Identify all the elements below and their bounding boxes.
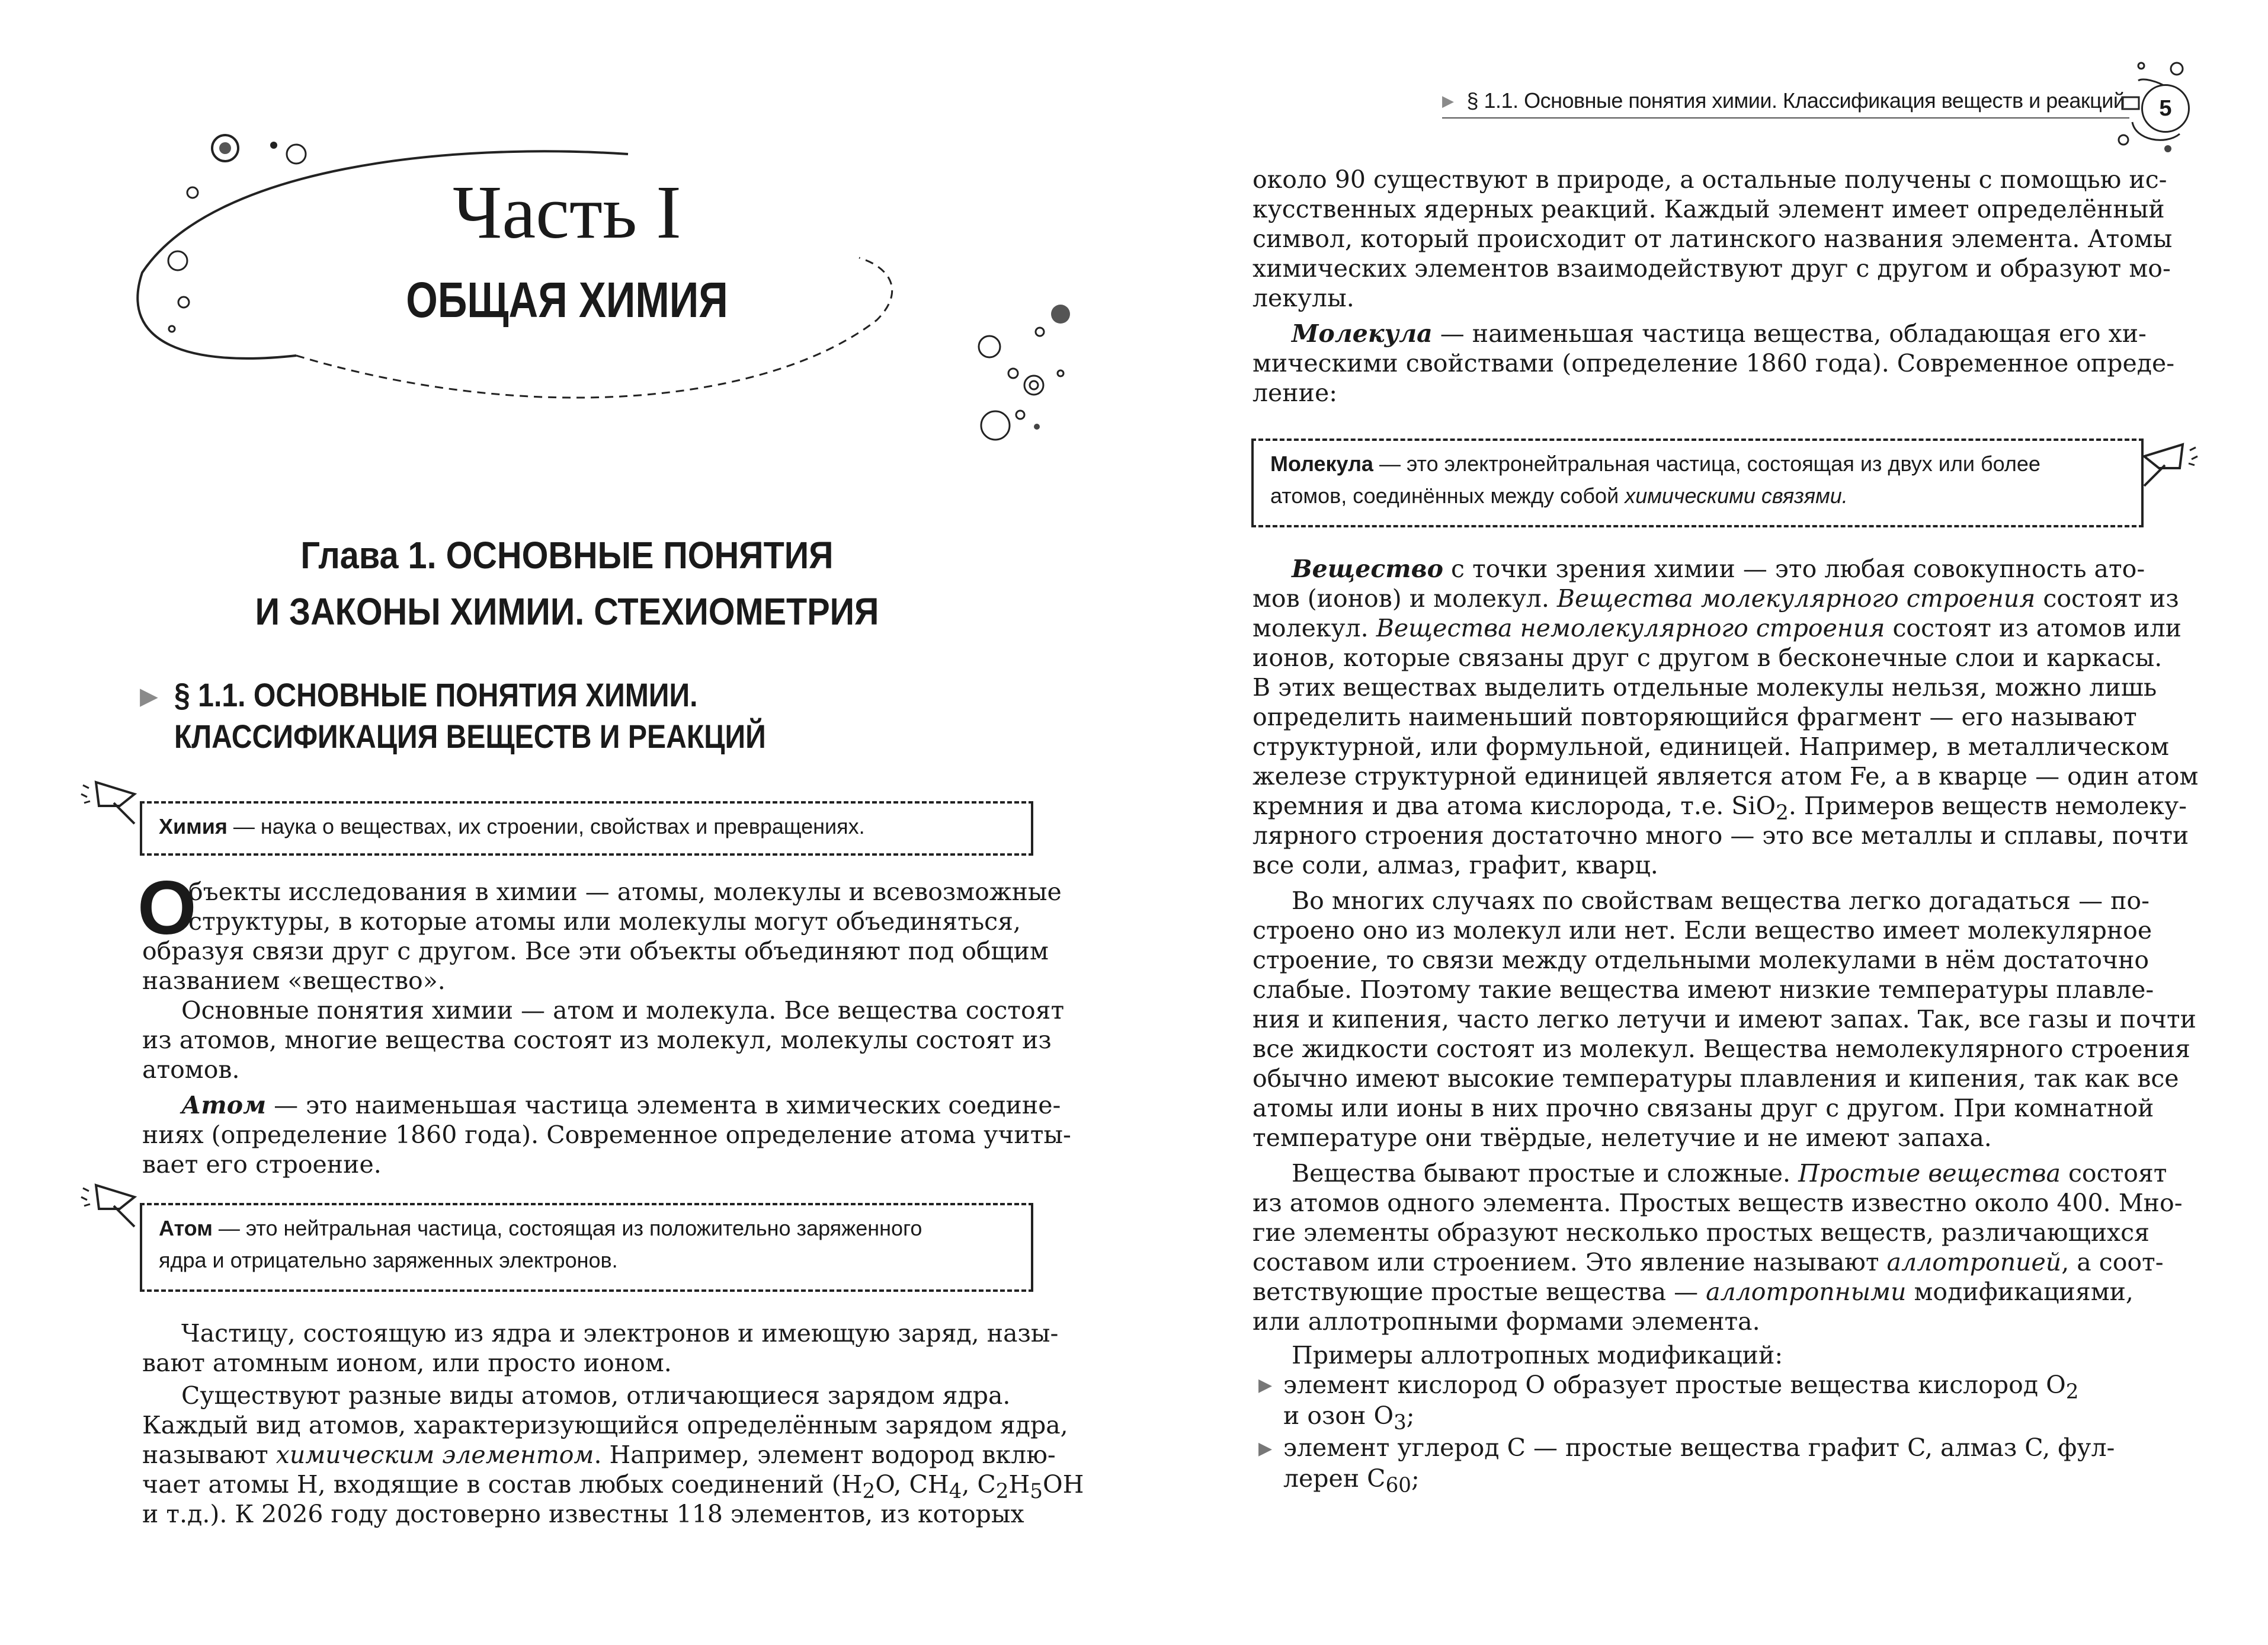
page-number: 5	[2141, 84, 2190, 133]
text-line: Вещества бывают простые и сложные. Простые вещества состоят	[1292, 1159, 2167, 1188]
definition-line: Молекула — это электронейтральная частица, состоящая из двух или более	[1270, 452, 2040, 476]
running-header	[1442, 83, 2129, 119]
text-line: названием «вещество».	[142, 966, 446, 995]
text-line: Молекула — наименьшая частица вещества, обладающая его хи-	[1292, 319, 2147, 348]
definition-text: — наука о веществах, их строении, свойствах и превращениях.	[227, 814, 865, 838]
text-line: строено оно из молекул или нет. Если вещество имеет молекулярное	[1252, 916, 2152, 945]
list-item: элемент углерод C — простые вещества графит C, алмаз C, фул-	[1283, 1433, 2115, 1462]
term-molecule: Молекула	[1292, 319, 1433, 348]
definition-line: ядра и отрицательно заряженных электронов.	[159, 1248, 618, 1272]
text-line: железе структурной единицей является атом Fe, а в кварце — один атом	[1252, 762, 2199, 791]
text-line: или аллотропными формами элемента.	[1252, 1307, 1760, 1336]
text-line: температуре они твёрдые, нелетучие и не имеют запаха.	[1252, 1124, 1992, 1152]
pencil-icon	[78, 1173, 143, 1233]
text-line: вает его строение.	[142, 1150, 382, 1179]
text-line: Существуют разные виды атомов, отличающиеся зарядом ядра.	[181, 1381, 1011, 1410]
term-substance: Вещество	[1292, 555, 1443, 583]
text-line: лекулы.	[1252, 284, 1354, 312]
pencil-icon	[78, 770, 143, 830]
text-line: и т.д.). К 2026 году достоверно известны 118 элементов, из которых	[142, 1500, 1024, 1528]
text-line: молекул. Вещества немолекулярного строения состоят из атомов или	[1252, 614, 2181, 642]
text-line: из атомов, многие вещества состоят из молекул, молекулы состоят из	[142, 1026, 1052, 1054]
bubble-icon	[287, 145, 306, 164]
text-line: Во многих случаях по свойствам вещества легко догадаться — по-	[1292, 886, 2150, 915]
header-rule	[1442, 117, 2129, 119]
text-line: обычно имеют высокие температуры плавления и кипения, так как все	[1252, 1064, 2179, 1093]
paragraph-marker-icon: ▶	[140, 683, 158, 710]
text-line: кусственных ядерных реакций. Каждый элемент имеет определённый	[1252, 195, 2165, 223]
bubble-icon	[1008, 369, 1018, 378]
text-line: ниях (определение 1860 года). Современное определение атома учиты-	[142, 1121, 1071, 1149]
text-line: чает атомы H, входящие в состав любых соединений ($H_2O$, $CH_4$, $C_2H_5OH$	[142, 1470, 1084, 1504]
drop-cap: О	[137, 866, 197, 950]
text-line: мов (ионов) и молекул. Вещества молекулярного строения состоят из	[1252, 584, 2179, 613]
text-line: лярного строения достаточно много — это все металлы и сплавы, почти	[1252, 821, 2189, 850]
text-line: ния и кипения, часто легко летучи и имеют запах. Так, все газы и почти	[1252, 1005, 2196, 1033]
definition-line: Атом — это нейтральная частица, состоящая из положительно заряженного	[159, 1216, 922, 1240]
bubble-icon	[1058, 370, 1063, 376]
text-line: гие элементы образуют несколько простых веществ, различающихся	[1252, 1218, 2150, 1247]
bubble-icon	[270, 142, 277, 149]
list-item: элемент кислород O образует простые вещества кислород $O_2$	[1283, 1371, 2079, 1404]
text-line: определить наименьший повторяющийся фрагмент — его называют	[1252, 703, 2137, 731]
text-line: образуя связи друг с другом. Все эти объекты объединяют под общим	[142, 937, 1049, 965]
text-line: называют химическим элементом. Например, элемент водород вклю-	[142, 1441, 1056, 1469]
bubble-icon	[1034, 424, 1040, 430]
text-line: символ, который происходит от латинского названия элемента. Атомы	[1252, 225, 2173, 253]
pencil-icon	[2135, 433, 2200, 492]
chapter-title-line-2: И ЗАКОНЫ ХИМИИ. СТЕХИОМЕТРИЯ	[255, 590, 879, 633]
definition-term: Химия	[159, 814, 228, 838]
definition-box-atom	[140, 1203, 1033, 1292]
text-line: мическими свойствами (определение 1860 года). Современное опреде-	[1252, 349, 2175, 377]
bullet-marker-icon: ▶	[1258, 1375, 1273, 1396]
bubble-icon	[979, 336, 1000, 357]
text-line: структуры, в которые атомы или молекулы могут объединяться,	[188, 907, 1021, 936]
text-line: кремния и два атома кислорода, т.е. SiO$_2$. Примеров веществ немолеку-	[1252, 792, 2187, 825]
chapter-title-line-1: Глава 1. ОСНОВНЫЕ ПОНЯТИЯ	[300, 534, 834, 577]
text-line: Частицу, состоящую из ядра и электронов и имеющую заряд, назы-	[181, 1319, 1059, 1348]
bullet-marker-icon: ▶	[1258, 1438, 1273, 1459]
bubble-icon	[981, 411, 1010, 440]
paragraph-title-line-1: § 1.1. ОСНОВНЫЕ ПОНЯТИЯ ХИМИИ.	[174, 676, 698, 713]
text-line: бъекты исследования в химии — атомы, молекулы и всевозможные	[188, 878, 1062, 906]
text-line: ветствующие простые вещества — аллотропными модификациями,	[1252, 1278, 2134, 1306]
definition-box-chemistry	[140, 801, 1033, 856]
text-line: структурной, или формульной, единицей. Например, в металлическом	[1252, 732, 2170, 761]
bubble-icon	[1051, 305, 1070, 324]
list-item-continuation: и озон $O_3$;	[1283, 1401, 1415, 1435]
text-line: из атомов одного элемента. Простых веществ известно около 400. Мно-	[1252, 1189, 2183, 1217]
definition-box-molecule	[1251, 439, 2144, 527]
text-line: вают атомным ионом, или просто ионом.	[142, 1349, 672, 1377]
bubble-icon	[1024, 376, 1043, 395]
definition-line: атомов, соединённых между собой химическими связями.	[1270, 484, 1848, 508]
text-line: атомы или ионы в них прочно связаны друг с другом. При комнатной	[1252, 1094, 2154, 1122]
term-atom: Атом	[181, 1091, 267, 1119]
text-line: ионов, которые связаны друг с другом в бесконечные слои и каркасы.	[1252, 644, 2163, 672]
header-marker-icon: ▶	[1442, 91, 1454, 110]
section-title: ОБЩАЯ ХИМИЯ	[406, 272, 728, 328]
bubble-icon	[1016, 411, 1024, 419]
text-line: атомов.	[142, 1055, 240, 1084]
text-line: ление:	[1252, 379, 1338, 407]
list-item-continuation: лерен $C_{60}$;	[1283, 1464, 1420, 1498]
text-line: Вещество с точки зрения химии — это любая совокупность ато-	[1292, 555, 2145, 583]
running-header-title: § 1.1. Основные понятия химии. Классификация веществ и реакций	[1466, 88, 2125, 113]
bubble-icon	[1030, 381, 1038, 389]
text-line: Каждый вид атомов, характеризующийся определённым зарядом ядра,	[142, 1411, 1068, 1439]
right-page	[1134, 0, 2268, 1645]
text-line: около 90 существуют в природе, а остальные получены с помощью ис-	[1252, 165, 2167, 194]
text-line: Основные понятия химии — атом и молекула. Все вещества состоят	[181, 996, 1065, 1025]
text-line: слабые. Поэтому такие вещества имеют низкие температуры плавле-	[1252, 975, 2154, 1004]
part-title: Часть I	[453, 170, 681, 254]
bubble-icon	[219, 142, 231, 154]
text-line: строение, то связи между отдельными молекулами в нём достаточно	[1252, 946, 2150, 974]
text-line: составом или строением. Это явление называют аллотропией, а соот-	[1252, 1248, 2164, 1276]
text-line: химических элементов взаимодействуют друг с другом и образуют мо-	[1252, 254, 2171, 283]
text-line: Примеры аллотропных модификаций:	[1292, 1341, 1783, 1369]
text-line: все соли, алмаз, графит, кварц.	[1252, 851, 1658, 879]
definition-term: Молекула	[1270, 452, 1373, 476]
bubble-icon	[1036, 328, 1044, 336]
text-line: Атом — это наименьшая частица элемента в химических соедине-	[181, 1091, 1061, 1119]
paragraph-title-line-2: КЛАССИФИКАЦИЯ ВЕЩЕСТВ И РЕАКЦИЙ	[174, 718, 766, 755]
text-line: В этих веществах выделить отдельные молекулы нельзя, можно лишь	[1252, 673, 2157, 702]
definition-term: Атом	[159, 1216, 213, 1240]
text-line: все жидкости состоят из молекул. Вещества немолекулярного строения	[1252, 1035, 2190, 1063]
